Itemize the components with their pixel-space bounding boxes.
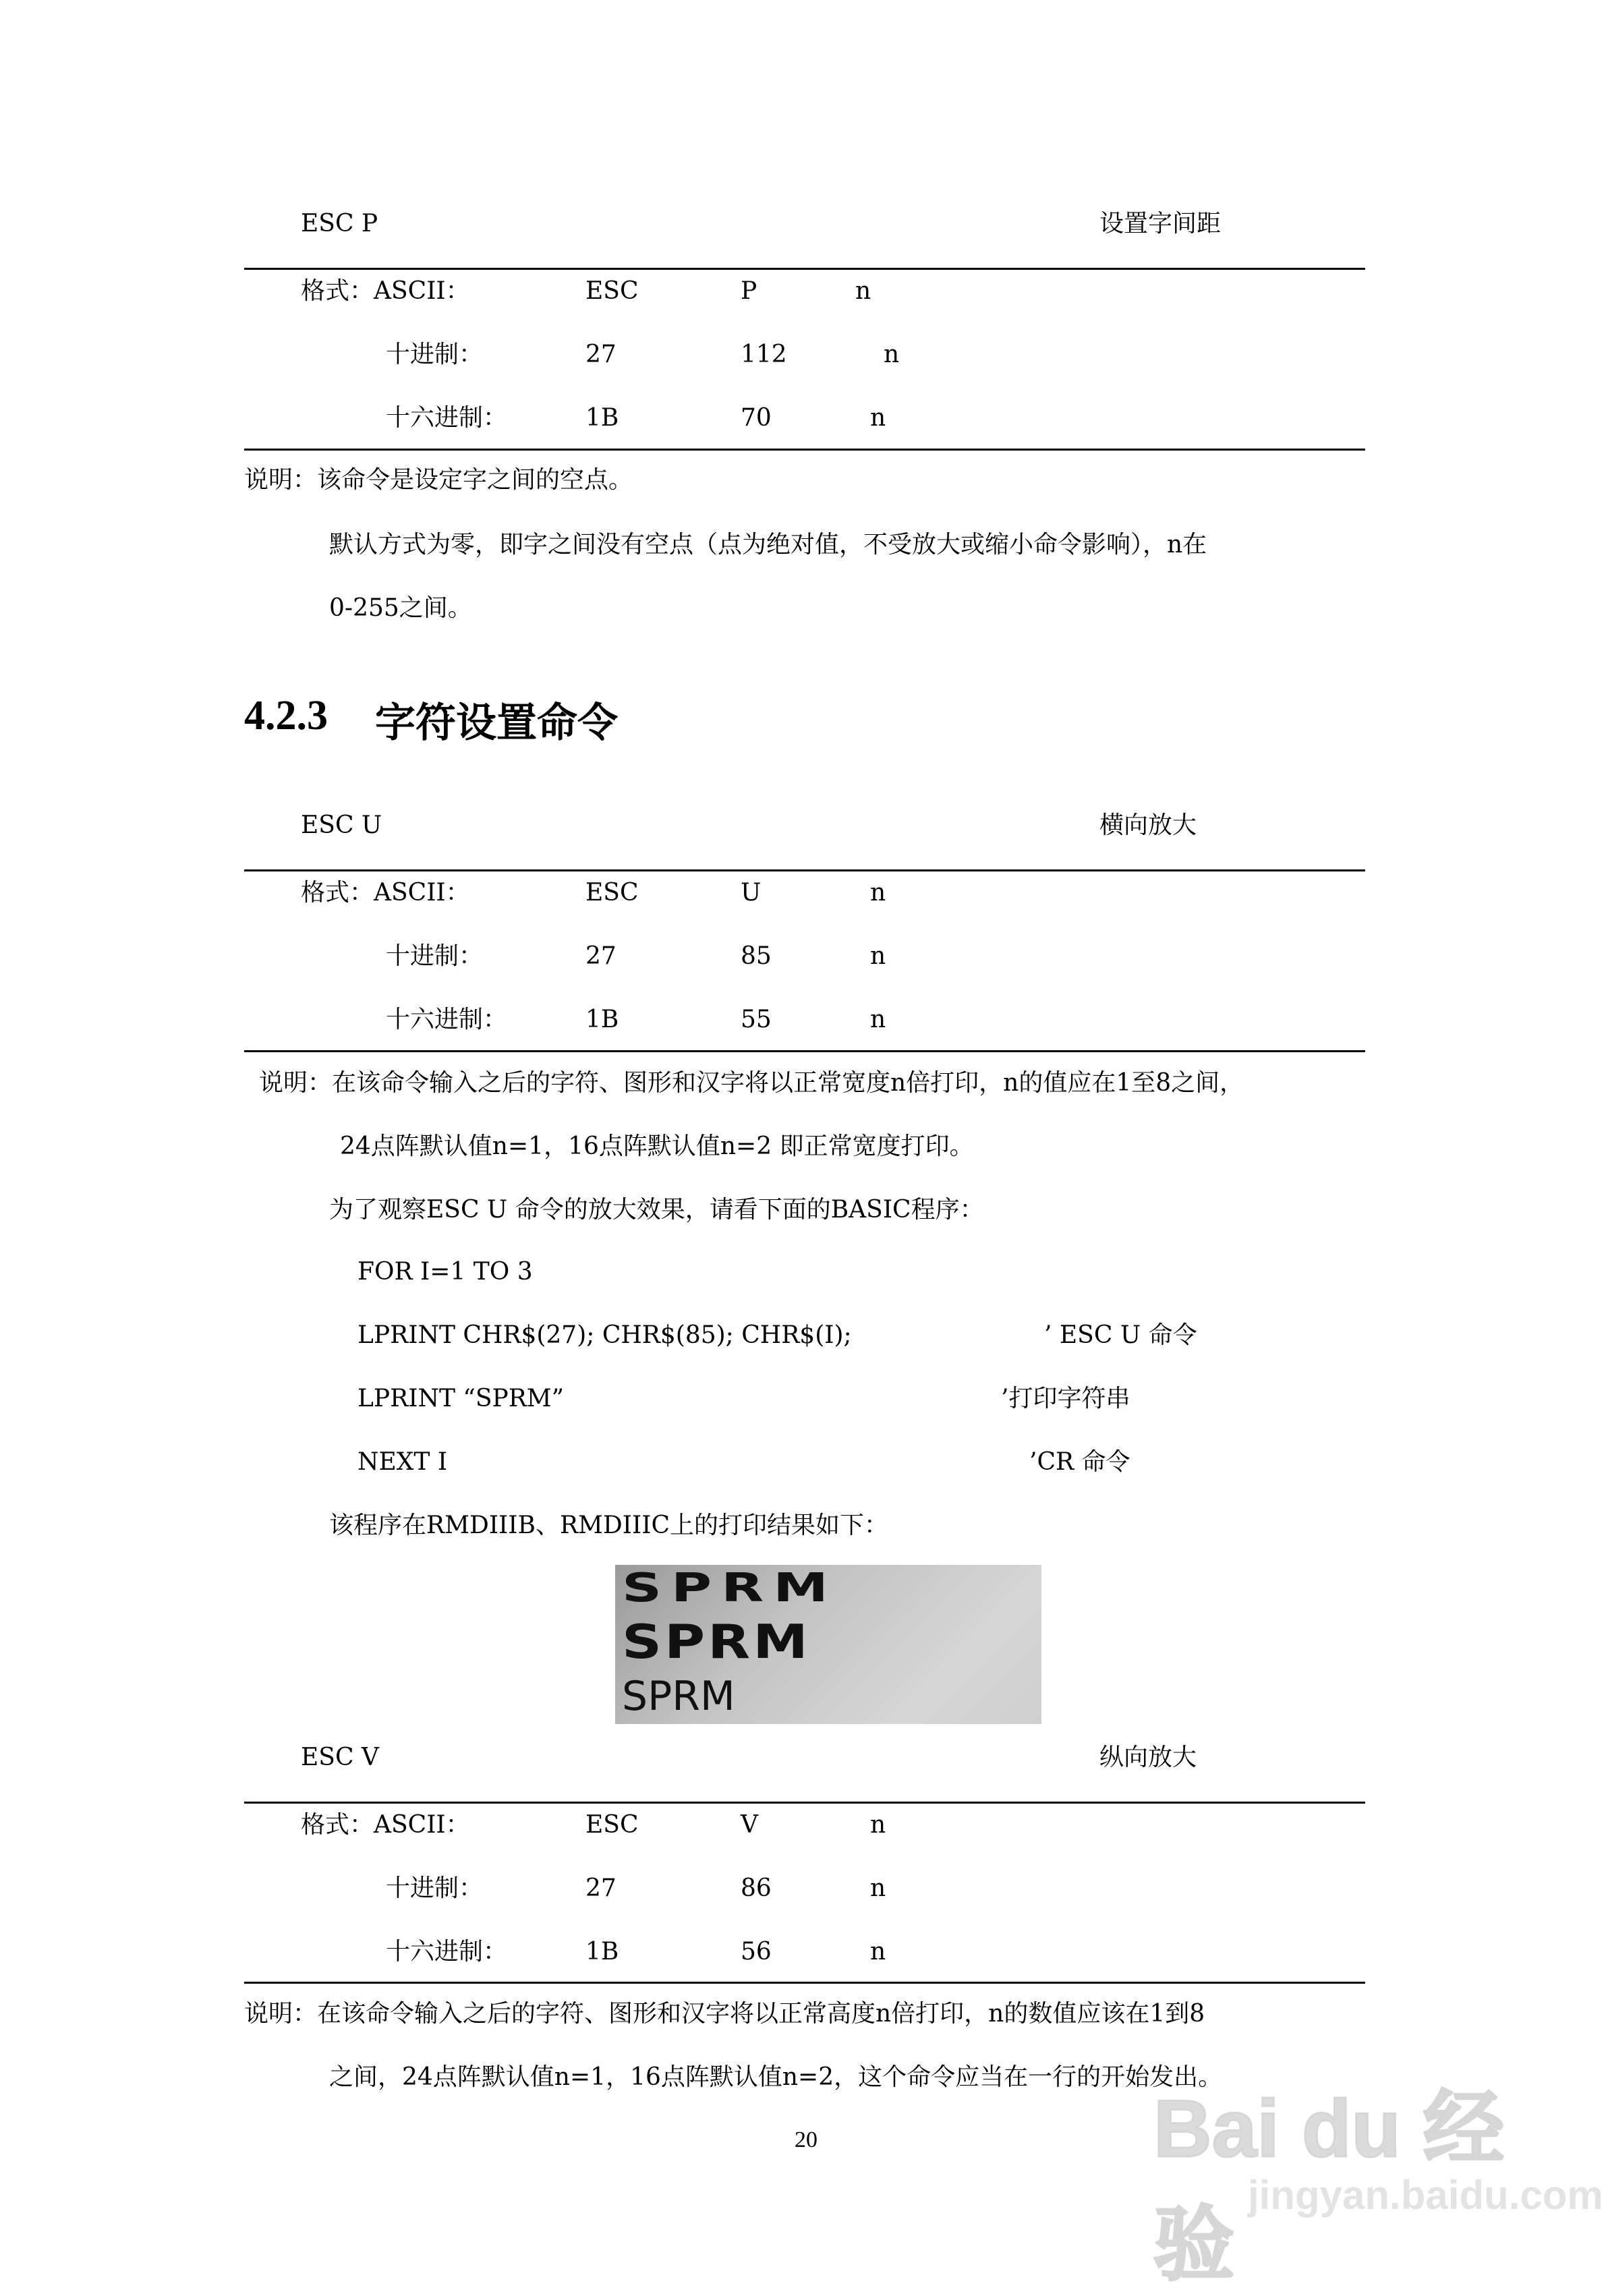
code-line: LPRINT CHR$(27); CHR$(85); CHR$(I); <box>357 1321 852 1349</box>
command-name: ESC U <box>301 811 382 839</box>
dec-value: n <box>870 942 886 970</box>
dec-value: 85 <box>741 942 772 970</box>
dec-label: 十进制： <box>386 341 484 368</box>
format-label: 格式：ASCII： <box>301 1811 470 1839</box>
code-line: NEXT I <box>357 1448 448 1476</box>
ascii-value: n <box>855 277 871 305</box>
hex-value: 56 <box>741 1938 772 1965</box>
ascii-value: ESC <box>585 1811 639 1839</box>
hex-value: 55 <box>741 1006 772 1033</box>
hex-value: n <box>870 1006 886 1033</box>
hex-label: 十六进制： <box>386 1938 508 1965</box>
note-line: 默认方式为零，即字之间没有空点（点为绝对值，不受放大或缩小命令影响），n在 <box>329 531 1207 558</box>
watermark-url: jingyan.baidu.com <box>1248 2173 1603 2218</box>
hex-value: 1B <box>585 1006 619 1033</box>
divider <box>244 1802 1365 1804</box>
sample-text: SPRM <box>622 1565 838 1611</box>
ascii-value: n <box>870 1811 886 1839</box>
note-line: 24点阵默认值n=1，16点阵默认值n=2 即正常宽度打印。 <box>340 1132 974 1160</box>
code-comment: ’打印字符串 <box>1001 1385 1130 1412</box>
divider <box>244 268 1365 270</box>
command-description: 纵向放大 <box>1099 1744 1197 1771</box>
code-line: LPRINT “SPRM” <box>357 1385 565 1412</box>
divider <box>244 869 1365 871</box>
result-text: 该程序在RMDIIIB、RMDIIIC上的打印结果如下： <box>329 1512 888 1539</box>
note-line: 0-255之间。 <box>329 594 472 622</box>
dec-value: 27 <box>585 341 616 368</box>
note-line: 说明：在该命令输入之后的字符、图形和汉字将以正常高度n倍打印，n的数值应该在1到8 <box>244 2000 1205 2028</box>
command-name: ESC P <box>301 210 378 237</box>
watermark-brand: Bai du 经验 <box>1153 2084 1505 2290</box>
sample-text: SPRM <box>622 1673 735 1720</box>
sample-text: SPRM <box>622 1615 811 1669</box>
page-number: 20 <box>795 2127 818 2152</box>
note-line: 说明：该命令是设定字之间的空点。 <box>244 466 633 494</box>
ascii-value: n <box>870 879 886 907</box>
divider <box>244 1050 1365 1052</box>
dec-label: 十进制： <box>386 1874 484 1902</box>
divider <box>244 449 1365 451</box>
print-sample-photo <box>615 1565 1041 1724</box>
dec-value: 27 <box>585 942 616 970</box>
ascii-value: P <box>741 277 757 305</box>
code-line: FOR I=1 TO 3 <box>357 1258 533 1286</box>
ascii-value: V <box>741 1811 758 1839</box>
ascii-value: U <box>741 879 762 907</box>
hex-label: 十六进制： <box>386 404 508 432</box>
command-description: 设置字间距 <box>1099 210 1222 237</box>
code-comment: ’ ESC U 命令 <box>1044 1321 1197 1349</box>
note-line: 之间，24点阵默认值n=1，16点阵默认值n=2，这个命令应当在一行的开始发出。 <box>329 2063 1223 2091</box>
ascii-value: ESC <box>585 879 639 907</box>
baidu-watermark <box>1147 2064 1603 2290</box>
format-label: 格式：ASCII： <box>301 879 470 907</box>
dec-value: n <box>884 341 900 368</box>
note-line: 说明：在该命令输入之后的字符、图形和汉字将以正常宽度n倍打印，n的值应在1至8之间， <box>259 1069 1244 1097</box>
format-label: 格式：ASCII： <box>301 277 470 305</box>
hex-label: 十六进制： <box>386 1006 508 1033</box>
command-name: ESC V <box>301 1744 379 1771</box>
code-comment: ’CR 命令 <box>1029 1448 1130 1476</box>
section-number: 4.2.3 <box>244 693 328 739</box>
command-description: 横向放大 <box>1099 811 1197 839</box>
note-line: 为了观察ESC U 命令的放大效果，请看下面的BASIC程序： <box>329 1196 984 1224</box>
dec-value: 27 <box>585 1874 616 1902</box>
dec-value: 112 <box>741 341 787 368</box>
dec-value: 86 <box>741 1874 772 1902</box>
dec-value: n <box>870 1874 886 1902</box>
section-title: 字符设置命令 <box>375 699 618 747</box>
divider <box>244 1982 1365 1984</box>
hex-value: 1B <box>585 404 619 432</box>
hex-value: 1B <box>585 1938 619 1965</box>
dec-label: 十进制： <box>386 942 484 970</box>
hex-value: n <box>870 1938 886 1965</box>
hex-value: n <box>870 404 886 432</box>
ascii-value: ESC <box>585 277 639 305</box>
hex-value: 70 <box>741 404 772 432</box>
